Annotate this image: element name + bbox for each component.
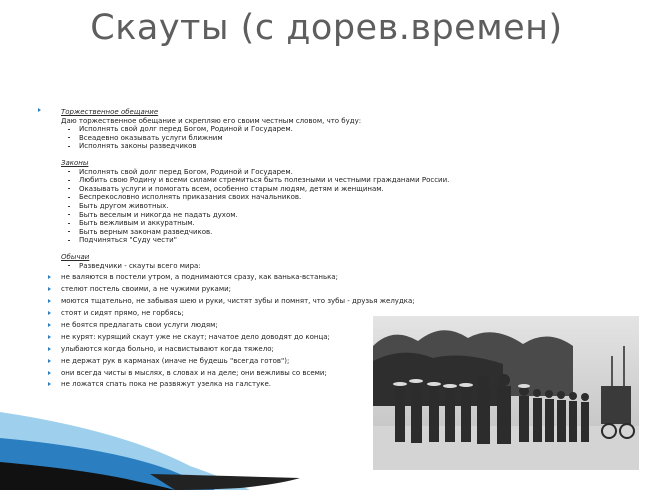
law-item: [61, 236, 486, 245]
custom-bullet-text: не ложатся спать пока не развяжут узелка на галстуке.: [61, 380, 271, 389]
dash-bullet-icon: [68, 206, 70, 207]
law-item-text: Любить свою Родину и всеми силами стремиться быть полезными и честными гражданами России.: [79, 176, 450, 185]
custom-bullet-text: не держат рук в карманах (иначе не будешь "всегда готов");: [61, 356, 290, 365]
dash-bullet-icon: [68, 240, 70, 241]
oath-heading: Торжественное обещание: [61, 108, 159, 116]
custom-bullet-text: моются тщательно, не забывая шею и руки, чистят зубы и помнят, что зубы - друзья желудка;: [61, 297, 415, 306]
oath-list: [61, 125, 486, 151]
dash-bullet-icon: [68, 197, 70, 198]
customs-heading: Обычаи: [61, 252, 90, 261]
bullet-marker-icon: [48, 299, 51, 303]
custom-bullet-text: стелют постель своими, а не чужими руками;: [61, 285, 232, 294]
oath-item: [61, 125, 486, 134]
custom-bullet-text: не боятся предлагать свои услуги людям;: [61, 320, 218, 329]
bullet-marker-icon: [48, 347, 51, 351]
bullet-marker-icon: [48, 287, 51, 291]
dash-bullet-icon: [68, 223, 70, 224]
bullet-marker-icon: [48, 382, 51, 386]
oath-item: [61, 142, 486, 151]
dash-bullet-icon: [68, 146, 70, 147]
dash-bullet-icon: [68, 188, 70, 189]
law-item: [61, 176, 486, 185]
law-item: [61, 168, 486, 177]
custom-bullet-text: они всегда чисты в мыслях, в словах и на деле; они вежливы со всеми;: [61, 368, 327, 377]
law-item-text: Беспрекословно исполнять приказания своих начальников.: [79, 193, 302, 202]
custom-bullet-item: [46, 273, 486, 282]
custom-bullet-text: улыбаются когда больно, и насвистывают когда тяжело;: [61, 344, 274, 353]
customs-item: [61, 262, 486, 271]
dash-bullet-icon: [68, 137, 70, 138]
dash-bullet-icon: [68, 214, 70, 215]
custom-bullet-item: [46, 285, 486, 294]
bullet-marker-icon: [48, 359, 51, 363]
oath-item-text: Исполнять свой долг перед Богом, Родиной и Государем.: [79, 125, 293, 134]
bullet-marker-icon: [48, 275, 51, 279]
law-item: [61, 228, 486, 237]
dash-bullet-icon: [68, 231, 70, 232]
law-item-text: Быть вежливым и аккуратным.: [79, 219, 195, 228]
bullet-marker-icon: [48, 323, 51, 327]
law-item-text: Оказывать услуги и помогать всем, особенно старым людям, детям и женщинам.: [79, 184, 384, 193]
customs-list: [61, 262, 486, 271]
law-item: [61, 193, 486, 202]
law-item: [61, 211, 486, 220]
law-item: [61, 185, 486, 194]
law-item-text: Быть другом животных.: [79, 201, 169, 210]
law-item-text: Исполнять свой долг перед Богом, Родиной и Государем.: [79, 167, 293, 176]
bullet-marker-icon: [48, 335, 51, 339]
custom-bullet-text: не валяются в постели утром, а поднимаются сразу, как ванька-встанька;: [61, 273, 338, 282]
dash-bullet-icon: [68, 129, 70, 130]
custom-bullet-item: [46, 297, 486, 306]
bullet-marker-icon: [38, 106, 43, 111]
bullet-marker-icon: [48, 371, 51, 375]
oath-section: [46, 108, 486, 151]
law-item-text: Подчиняться "Суду чести": [79, 236, 177, 245]
bullet-marker-icon: [48, 311, 51, 315]
custom-bullet-text: стоят и сидят прямо, не горбясь;: [61, 309, 184, 318]
oath-item-text: Всеадевно оказывать услуги ближним: [79, 133, 223, 142]
law-item-text: Быть верным законам разведчиков.: [79, 227, 213, 236]
laws-list: [61, 168, 486, 245]
slide-title: Скауты (с дорев.времен): [90, 8, 563, 48]
customs-item-text: Разведчики - скауты всего мира:: [79, 261, 201, 270]
dash-bullet-icon: [68, 180, 70, 181]
law-item: [61, 202, 486, 211]
law-item: [61, 219, 486, 228]
dash-bullet-icon: [68, 265, 70, 266]
dash-bullet-icon: [68, 171, 70, 172]
oath-intro: Даю торжественное обещание и скрепляю его своим честным словом, что буду:: [61, 116, 362, 125]
laws-section: [46, 159, 486, 245]
customs-section: [46, 253, 486, 270]
custom-bullet-text: не курят: курящий скаут уже не скаут; начатое дело доводят до конца;: [61, 332, 330, 341]
law-item-text: Быть веселым и никогда не падать духом.: [79, 210, 238, 219]
scouts-photo: [373, 316, 639, 470]
laws-heading: Законы: [61, 158, 89, 167]
oath-item: [61, 134, 486, 143]
oath-item-text: Исполнять законы разведчиков: [79, 142, 197, 151]
